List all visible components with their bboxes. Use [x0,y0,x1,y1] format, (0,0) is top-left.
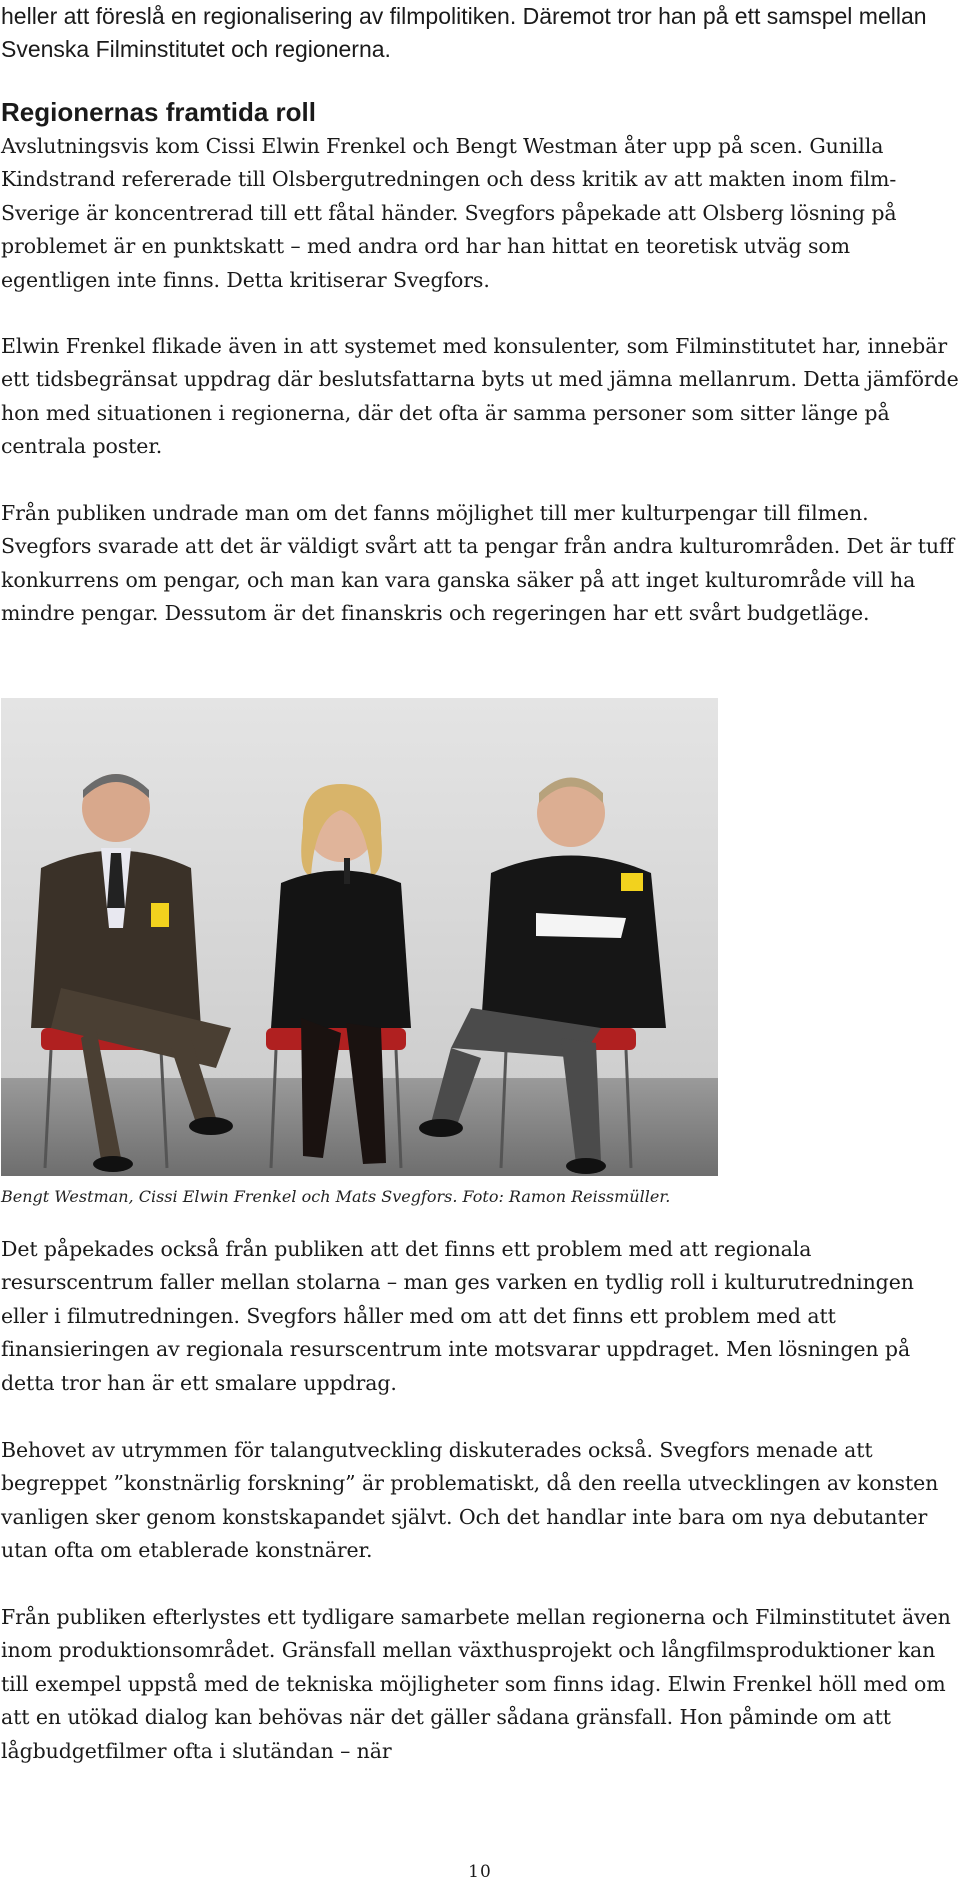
body-paragraph-3: Från publiken undrade man om det fanns möjlighet till mer kulturpengar till filmen. Svegfors svarade att det är väldigt svårt att ta pengar från andra kulturområden. Det är tuff konkurrens om pengar, och man kan vara ganska säker på att inget kulturområde vill ha mindre pengar. Dessutom är det finanskris och regeringen har ett svårt budgetläge. [1,501,954,626]
body-paragraph-5: Behovet av utrymmen för talangutveckling diskuterades också. Svegfors menade att begreppet ”konstnärlig forskning” är problematiskt, då den reella utvecklingen av konsten vanligen sker genom konstskapandet självt. Och det handlar inte bara om nya debutanter utan ofta om etablerade konstnärer. [1,1438,939,1563]
section-heading: Regionernas framtida roll [1,97,316,127]
body-paragraph-1: Avslutningsvis kom Cissi Elwin Frenkel och Bengt Westman åter upp på scen. Gunilla Kindstrand refererade till Olsbergutredningen och dess kritik av att makten inom film-Sverige är koncentrerad till ett fåtal händer. Svegfors påpekade att Olsberg lösning på problemet är en punktskatt – med andra ord har han hittat en teoretisk utväg som egentligen inte finns. Detta kritiserar Svegfors. [1,134,897,292]
photo-illustration [1,698,718,1176]
body-paragraph-4: Det påpekades också från publiken att det finns ett problem med att regionala resurscentrum faller mellan stolarna – man ges varken en tydlig roll i kulturutredningen eller i filmutredningen. Svegfors håller med om att det finns ett problem med att finansieringen av regionala resurscentrum inte motsvarar uppdraget. Men lösningen på detta tror han är ett smalare uppdrag. [1,1237,914,1395]
panel-photo [1,698,718,1176]
body-paragraph-6: Från publiken efterlystes ett tydligare samarbete mellan regionerna och Filminstitutet även inom produktionsområdet. Gränsfall mellan växthusprojekt och långfilmsproduktioner kan till exempel uppstå med de tekniska möjligheter som finns idag. Elwin Frenkel höll med om att en utökad dialog kan behövas när det gäller sådana gränsfall. Hon påminde om att lågbudgetfilmer ofta i slutändan – när [1,1605,951,1763]
body-paragraph-2: Elwin Frenkel flikade även in att systemet med konsulenter, som Filminstitutet har, innebär ett tidsbegränsat uppdrag där beslutsfattarna byts ut med jämna mellanrum. Detta jämförde hon med situationen i regionerna, där det ofta är samma personer som sitter länge på centrala poster. [1,334,959,459]
photo-caption: Bengt Westman, Cissi Elwin Frenkel och Mats Svegfors. Foto: Ramon Reissmüller. [1,1187,671,1206]
intro-paragraph: heller att föreslå en regionalisering av filmpolitiken. Däremot tror han på ett samspel mellan Svenska Filminstitutet och regionerna. [1,3,927,62]
page-number: 10 [468,1862,492,1882]
